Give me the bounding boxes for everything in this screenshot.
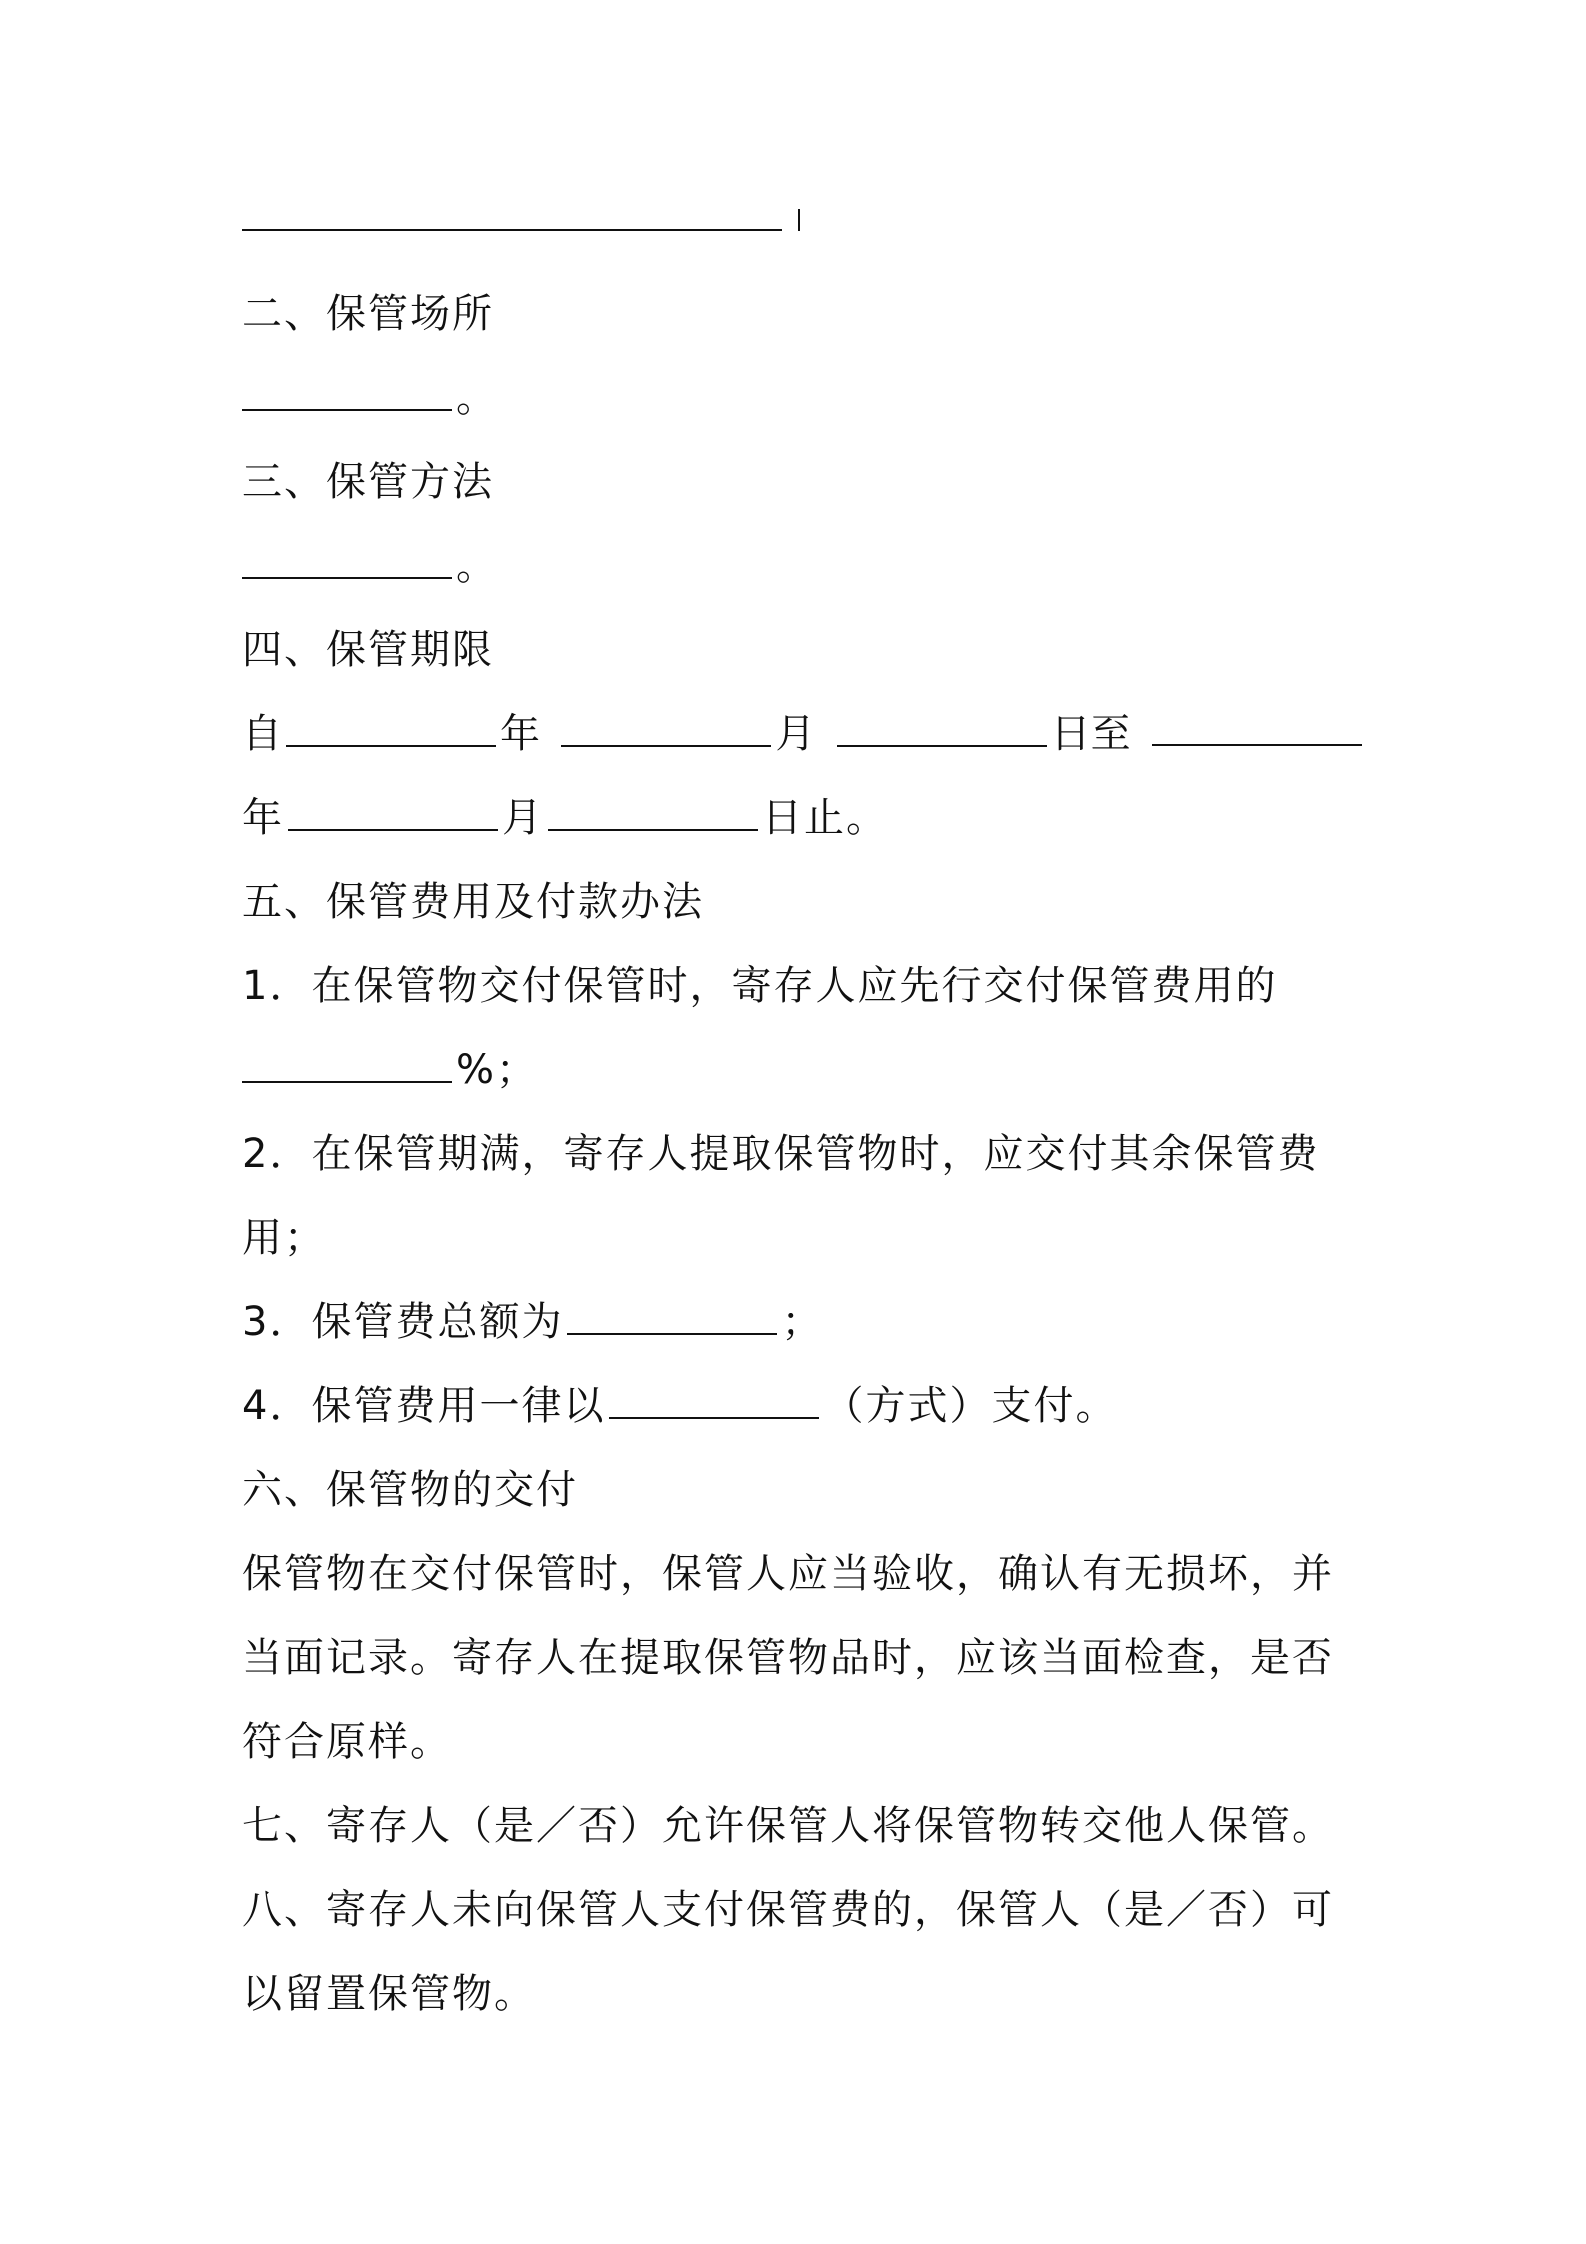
period-text: 月	[775, 711, 816, 757]
delivery-paragraph-line-1: 保管物在交付保管时，保管人应当验收，确认有无损坏，并	[242, 1551, 1334, 1597]
fill-in-blank	[242, 189, 782, 231]
period-text: 自	[242, 711, 282, 757]
delivery-paragraph-line-2: 当面记录。寄存人在提取保管物品时，应该当面检查，是否	[242, 1635, 1334, 1681]
fill-in-blank	[286, 705, 496, 747]
fee-item-4-prefix: 4．保管费用一律以	[242, 1383, 606, 1429]
fill-in-blank	[837, 705, 1047, 747]
fee-item-1-tail: %；	[456, 1047, 539, 1093]
section-heading-storage-place: 二、保管场所	[242, 291, 494, 337]
fee-item-3-prefix: 3．保管费总额为	[242, 1299, 564, 1345]
fill-in-blank	[548, 789, 758, 831]
fee-item-1-line-1: 1．在保管物交付保管时，寄存人应先行交付保管费用的	[242, 963, 1278, 1009]
fill-in-blank	[242, 369, 452, 411]
fill-in-blank	[561, 705, 771, 747]
storage-period-line-1	[242, 704, 1362, 764]
fee-item-2-line-2: 用；	[242, 1215, 326, 1261]
fee-item-3-tail: ；	[781, 1299, 824, 1345]
section-heading-storage-method: 三、保管方法	[242, 459, 494, 505]
storage-place-fill-line	[242, 368, 1362, 428]
fill-in-blank	[242, 537, 452, 579]
clause-8-line-1: 八、寄存人未向保管人支付保管费的，保管人（是／否）可	[242, 1887, 1334, 1933]
fee-item-4	[242, 1376, 1362, 1436]
fill-in-blank	[242, 1041, 452, 1083]
storage-period-line-2	[242, 788, 1362, 848]
clause-8-line-2: 以留置保管物。	[242, 1971, 536, 2017]
fill-in-blank	[288, 789, 498, 831]
fee-item-1-line-2	[242, 1040, 1362, 1100]
fill-in-blank	[567, 1293, 777, 1335]
period-text: 月	[502, 795, 544, 841]
delivery-paragraph-line-3: 符合原样。	[242, 1719, 452, 1765]
section-heading-storage-period: 四、保管期限	[242, 627, 494, 673]
storage-method-fill-line	[242, 536, 1362, 596]
fee-item-2-line-1: 2．在保管期满，寄存人提取保管物时，应交付其余保管费	[242, 1131, 1320, 1177]
period-text: 年	[242, 795, 284, 841]
period-text: 日止。	[762, 795, 888, 841]
period-text: 日至	[1050, 711, 1131, 757]
fill-line-tail: 。	[456, 375, 498, 421]
fill-in-blank	[609, 1377, 819, 1419]
corner-bracket	[788, 209, 800, 231]
fill-in-blank	[1152, 704, 1362, 746]
section-heading-delivery: 六、保管物的交付	[242, 1467, 578, 1513]
period-text: 年	[500, 711, 540, 757]
clause-7: 七、寄存人（是／否）允许保管人将保管物转交他人保管。	[242, 1803, 1334, 1849]
continuation-blank-line	[242, 188, 1362, 248]
fee-item-3	[242, 1292, 1362, 1352]
fill-line-tail: 。	[456, 543, 498, 589]
section-heading-fees: 五、保管费用及付款办法	[242, 879, 704, 925]
fee-item-4-tail: （方式）支付。	[823, 1383, 1118, 1429]
